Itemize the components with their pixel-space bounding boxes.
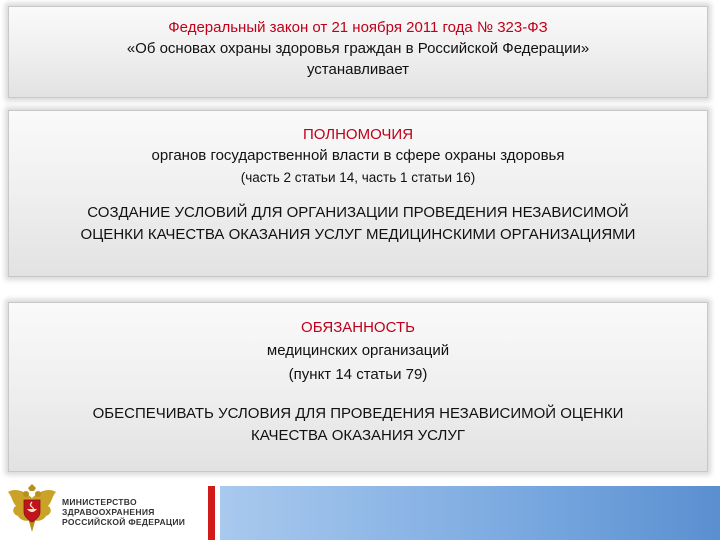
- footer: [0, 480, 720, 540]
- powers-reference: (часть 2 статьи 14, часть 1 статьи 16): [240, 170, 476, 185]
- footer-blue-bar: [220, 486, 720, 540]
- duty-reference: (пункт 14 статьи 79): [288, 366, 428, 383]
- powers-subject: органов государственной власти в сфере охраны здоровья: [151, 147, 565, 164]
- duty-heading: ОБЯЗАННОСТЬ: [301, 319, 415, 336]
- powers-box: [8, 110, 708, 277]
- duty-text-line2: КАЧЕСТВА ОКАЗАНИЯ УСЛУГ: [250, 427, 466, 444]
- double-headed-eagle-icon: [4, 484, 60, 536]
- powers-text-line1: СОЗДАНИЕ УСЛОВИЙ ДЛЯ ОРГАНИЗАЦИИ ПРОВЕДЕНИЯ НЕЗАВИСИМОЙ: [87, 204, 629, 221]
- duty-subject: медицинских организаций: [266, 342, 450, 359]
- ministry-name: [62, 497, 212, 527]
- footer-red-bar: [208, 486, 215, 540]
- law-verb: устанавливает: [306, 61, 410, 78]
- ministry-line2: ЗДРАВООХРАНЕНИЯ: [62, 507, 155, 517]
- powers-text-line2: ОЦЕНКИ КАЧЕСТВА ОКАЗАНИЯ УСЛУГ МЕДИЦИНСКИМИ ОРГАНИЗАЦИЯМИ: [80, 226, 636, 243]
- law-name: «Об основах охраны здоровья граждан в Российской Федерации»: [126, 40, 590, 57]
- ministry-line3: РОССИЙСКОЙ ФЕДЕРАЦИИ: [62, 517, 186, 527]
- law-header-box: [8, 6, 708, 98]
- duty-text-line1: ОБЕСПЕЧИВАТЬ УСЛОВИЯ ДЛЯ ПРОВЕДЕНИЯ НЕЗАВИСИМОЙ ОЦЕНКИ: [92, 405, 624, 422]
- law-title: Федеральный закон от 21 ноября 2011 года № 323-ФЗ: [168, 19, 548, 36]
- ministry-line1: МИНИСТЕРСТВО: [62, 497, 137, 507]
- duty-box: [8, 302, 708, 472]
- powers-heading: ПОЛНОМОЧИЯ: [302, 126, 414, 143]
